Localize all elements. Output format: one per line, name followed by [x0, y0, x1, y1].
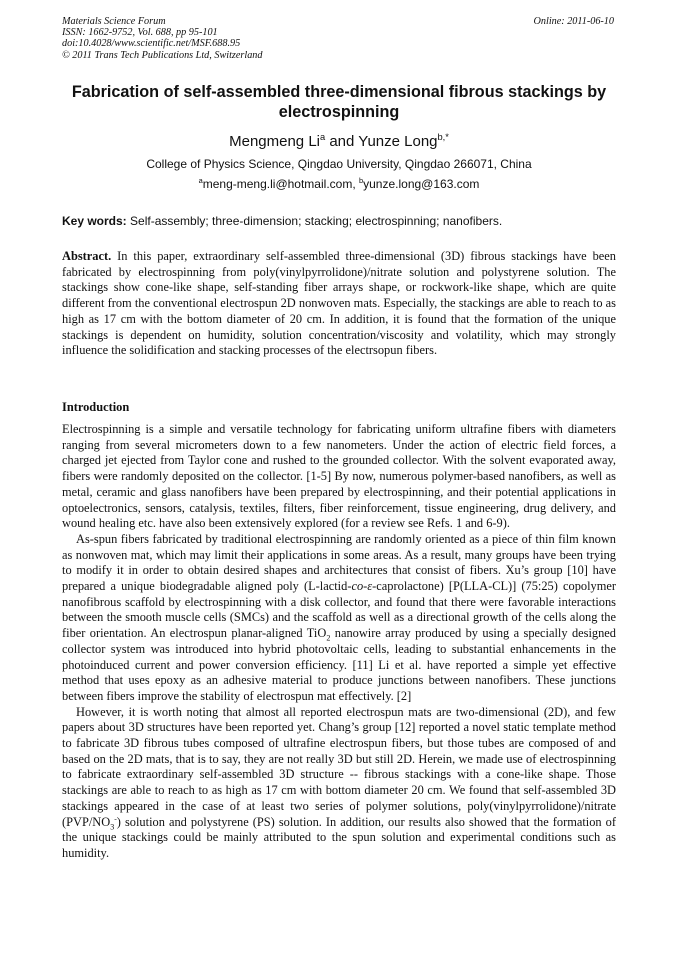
keywords-text: Self-assembly; three-dimension; stacking; electrospinning; nanofibers. — [126, 214, 503, 228]
journal-issn: ISSN: 1662-9752, Vol. 688, pp 95-101 — [62, 27, 218, 39]
keywords-label: Key words: — [62, 214, 127, 228]
intro-paragraph-1: Electrospinning is a simple and versatile technology for fabricating uniform ultrafine fibers with diameters ranging from several micrometers down to a few nanometers. Under the action of electric field forces, a charged jet ejected from Taylor cone and rushed to the grounded collector. With the solvent evaporated away, fibers were randomly deposited on the collector. [1-5] By now, numerous polymer-based nanofibers, as well as metal, ceramic and glass nanofibers have been prepared by electrospinning, and their potential applications in optoelectronics, sensors, catalysis, textiles, filters, fiber reinforcement, tissue engineering, drug delivery, and wound healing etc. have also been extensively explored (for a review see Refs. 1 and 6-9). — [62, 422, 616, 531]
intro-paragraph-3 — [62, 705, 616, 862]
email-mark-a: a — [198, 176, 203, 185]
author-line — [62, 133, 616, 151]
abstract-label: Abstract. — [62, 249, 112, 263]
intro-p2-subscript: 2 — [326, 633, 331, 643]
journal-name: Materials Science Forum — [62, 16, 166, 27]
keywords — [62, 214, 616, 229]
journal-copyright: © 2011 Trans Tech Publications Ltd, Switzerland — [62, 49, 263, 61]
email-mark-b: b — [358, 176, 364, 185]
online-date: Online: 2011-06-10 — [533, 16, 614, 27]
intro-p2-part-c: nanowire array produced by using a specially designed collector system was introduced into hybrid photovoltaic cells, leading to substantial enhancements in the photoinduced current and power conversion efficiency. [11] Li et al. have reported a simple yet effective method that uses epoxy as an adhesive material to produce junctions between nanofibers. These junctions between fibers improve the stability of electrospun mat effectively. [2] — [62, 626, 616, 703]
intro-p2-part-a: As-spun fibers fabricated by traditional electrospinning are randomly oriented as a piece of thin film known as nonwoven mat, which may limit their applications in some areas. As a result, many groups have been trying to modify it in order to obtain desired shapes and architectures that consist of fibers. Xu’s group [10] have prepared a unique biodegradable aligned poly (L-lactid- — [62, 531, 616, 594]
author-1: Mengmeng Li — [229, 133, 320, 150]
title-line-2: electrospinning — [278, 103, 400, 121]
email-b[interactable]: yunze.long@163.com — [363, 177, 480, 191]
journal-header — [62, 16, 262, 61]
paper-title — [62, 82, 616, 122]
author-2: Yunze Long — [358, 133, 438, 150]
abstract-text: In this paper, extraordinary self-assembled three-dimensional (3D) fibrous stackings have been fabricated by electrospinning from poly(vinylpyrrolidone)/nitrate solution and polystyrene solution. The stackings show cone-like shape, self-standing fiber arrays shape, or rockwork-like shape, which are quite different from the conventional electrospun 2D nonwoven mats. Especially, the stackings are able to reach to as high as 17 cm with the bottom diameter of 20 cm. In addition, it is found that the formation of the unique stackings is dependent on humidity, solution concentration/viscosity and volatility, which may strongly influence the solidification and stacking processes of the electrsopun fibers. — [62, 249, 616, 358]
section-heading-introduction: Introduction — [62, 400, 130, 414]
intro-p3-part-a: However, it is worth noting that almost all reported electrospun mats are two-dimensional (2D), and few papers about 3D structures have been reported yet. Chang’s group [12] reported a novel static template method to fabricate 3D fibrous tubes composed of ultrafine electrospun fibers, but those tubes are composed of and based on the 2D mats, that is to say, they are not really 3D but still 2D. Herein, we made use of electrospinning to fabricate extraordinary self-assembled 3D structure -- fibrous stackings with a cone-like shape. Those stackings are able to reach to as high as 17 cm with bottom diameter 20 cm. We found that self-assembled 3D stackings appeared in the case of at least two series of polymer solutions, poly(vinylpyrrolidone)/nitrate (PVP/NO — [62, 704, 616, 829]
intro-p3-part-b: ) solution and polystyrene (PS) solution. In addition, our results also showed that the formation of the unique stackings could be mainly attributed to the spun solution and experimental conditions such as humidity. — [62, 814, 616, 860]
abstract — [62, 249, 616, 359]
author-emails — [62, 177, 616, 192]
affiliation: College of Physics Science, Qingdao University, Qingdao 266071, China — [146, 157, 532, 171]
intro-p3-subscript: 3 — [110, 822, 115, 832]
intro-p3-superscript: - — [114, 813, 117, 823]
author-1-affil-mark: a — [320, 132, 326, 142]
journal-doi[interactable]: doi:10.4028/www.scientific.net/MSF.688.95 — [62, 38, 241, 50]
introduction-body — [62, 422, 616, 862]
author-2-affil-mark: b,* — [437, 132, 449, 142]
title-line-1: Fabrication of self-assembled three-dimensional fibrous stackings by — [71, 83, 607, 101]
intro-paragraph-2 — [62, 532, 616, 705]
author-conjunction: and — [325, 133, 359, 150]
intro-p2-part-b: caprolactone) [P(LLA-CL)] (75:25) copolymer nanofibrous scaffold by electrospinning with a disk collector, and found that there were favorable interactions between the smooth muscle cells (SMCs) and the scaffold as well as a directional growth of the cells along the fiber orientation. An electrospun planar-aligned TiO — [62, 579, 616, 641]
intro-p2-italic: co-ε- — [351, 579, 377, 594]
email-a[interactable]: meng-meng.li@hotmail.com, — [202, 177, 359, 191]
